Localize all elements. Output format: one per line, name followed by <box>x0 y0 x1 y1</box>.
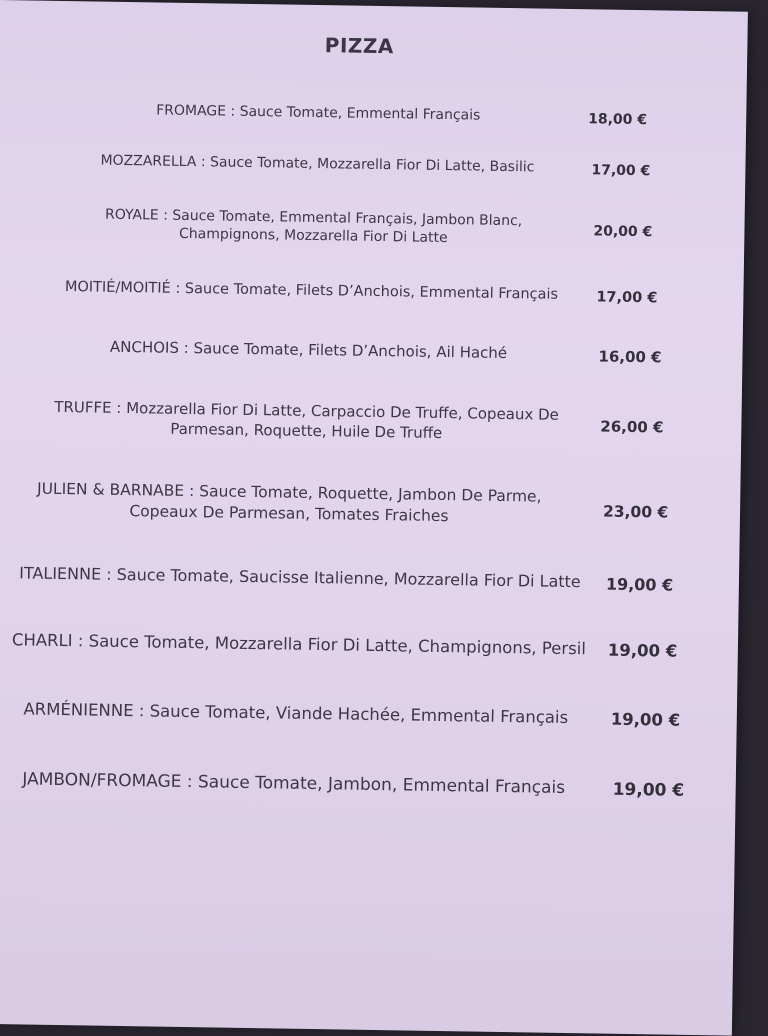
description-line: Copeaux De Parmesan, Tomates Fraiches <box>129 502 449 526</box>
menu-item-description <box>34 479 545 529</box>
description-line: FROMAGE : Sauce Tomate, Emmental Français <box>156 102 481 124</box>
description-line: Champignons, Mozzarella Fior Di Latte <box>178 225 448 247</box>
description-line: JULIEN & BARNABE : Sauce Tomate, Roquette, Jambon De Parme, <box>36 479 542 506</box>
description-line: ANCHOIS : Sauce Tomate, Filets D’Anchois, Ail Haché <box>109 337 508 363</box>
description-line: MOITIÉ/MOITIÉ : Sauce Tomate, Filets D’Anchois, Emmental Français <box>64 279 559 303</box>
description-line: MOZZARELLA : Sauce Tomate, Mozzarella Fior Di Latte, Basilic <box>100 152 535 176</box>
menu-item-description <box>87 152 547 175</box>
description-line: Parmesan, Roquette, Huile De Truffe <box>170 419 443 442</box>
menu-item-price: 18,00 € <box>588 111 648 129</box>
menu-title: PIZZA <box>324 33 395 59</box>
menu-item-description <box>11 563 589 591</box>
menu-item-price: 17,00 € <box>591 162 651 180</box>
menu-item-price: 19,00 € <box>607 640 678 661</box>
menu-item-description <box>13 699 579 727</box>
menu-item-description <box>6 769 582 798</box>
menu-item-price: 20,00 € <box>593 223 653 241</box>
menu-item-price: 16,00 € <box>598 347 662 367</box>
description-line: ITALIENNE : Sauce Tomate, Saucisse Italienne, Mozzarella Fior Di Latte <box>19 563 581 592</box>
menu-item-price: 19,00 € <box>610 709 681 730</box>
menu-item-price: 19,00 € <box>612 779 685 801</box>
menu-item-description <box>6 630 592 658</box>
menu-item-price: 23,00 € <box>602 502 669 522</box>
description-line: ROYALE : Sauce Tomate, Emmental Français, Jambon Blanc, <box>104 206 523 230</box>
menu-item-description <box>148 102 488 123</box>
description-line: CHARLI : Sauce Tomate, Mozzarella Fior Di Latte, Champignons, Persil <box>11 630 587 659</box>
menu-item-price: 26,00 € <box>600 417 664 437</box>
menu-item-description <box>98 338 518 363</box>
description-line: JAMBON/FROMAGE : Sauce Tomate, Jambon, Emmental Français <box>22 769 566 798</box>
description-line: TRUFFE : Mozzarella Fior Di Latte, Carpaccio De Truffe, Copeaux De <box>54 397 560 424</box>
menu-item-price: 19,00 € <box>605 574 674 595</box>
menu-item-price: 17,00 € <box>596 289 658 307</box>
menu-item-description <box>47 279 575 303</box>
menu-item-description <box>88 205 539 248</box>
description-line: ARMÉNIENNE : Sauce Tomate, Viande Hachée, Emmental Français <box>23 699 569 728</box>
menu-item-description <box>39 397 574 445</box>
